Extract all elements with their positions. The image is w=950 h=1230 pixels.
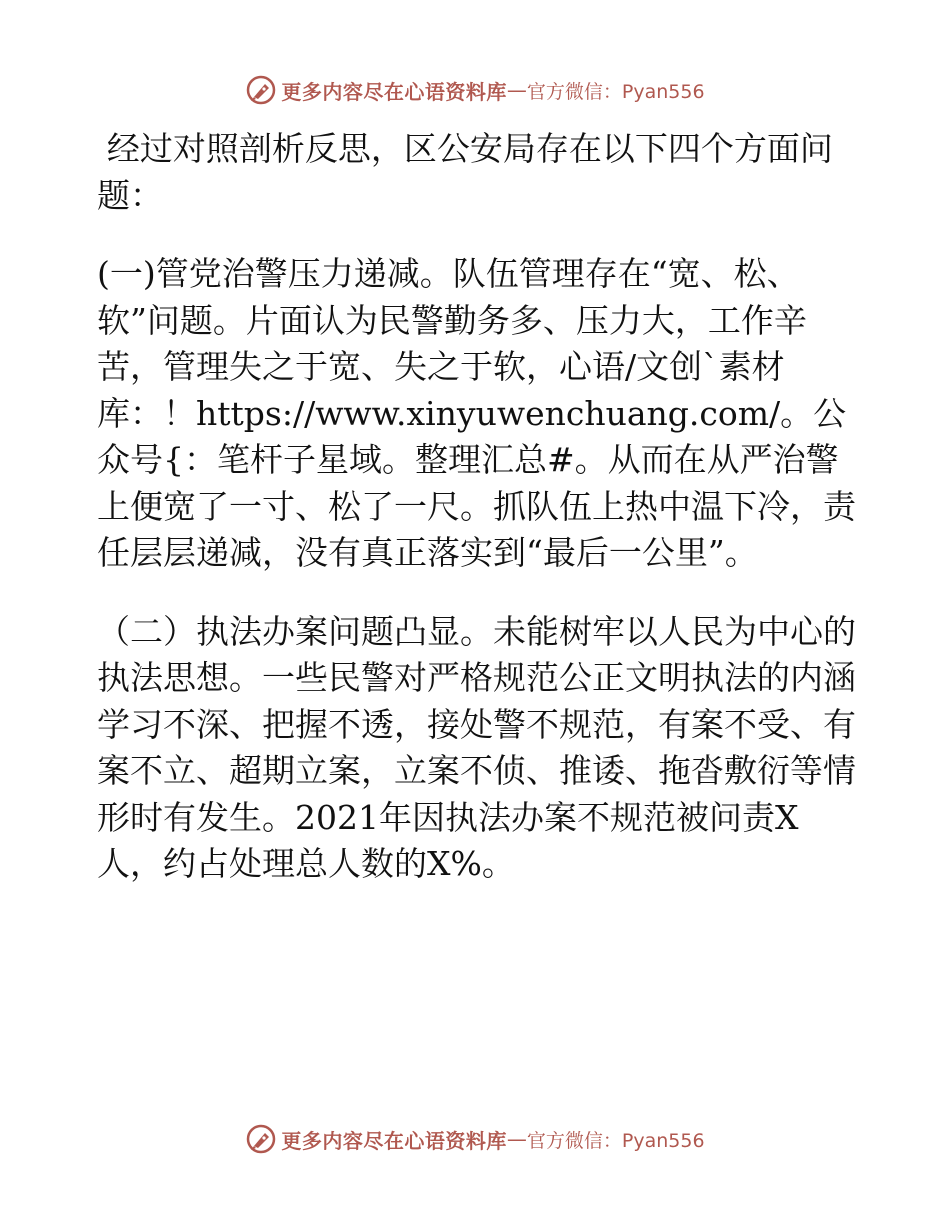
watermark-wechat: 官方微信：Pyan556 [526,1129,705,1152]
pen-nib-circle-icon [245,74,277,106]
pen-nib-circle-icon [245,1123,277,1155]
document-body [97,126,857,920]
watermark-separator: — [506,1127,527,1151]
paragraph-section-2: （二）执法办案问题凸显。未能树牢以人民为中心的执法思想。一些民警对严格规范公正文明执法的内涵学习不深、把握不透，接处警不规范，有案不受、有案不立、超期立案，立案不侦、推诿、拖沓敷衍等情形时有发生。2021年因执法办案不规范被问责X人，约占处理总人数的X%。 [97,611,856,883]
watermark-wechat: 官方微信：Pyan556 [526,80,705,103]
watermark-text: 更多内容尽在心语资料库 [281,1128,507,1153]
footer-watermark-banner [0,1122,950,1156]
paragraph-section-1: (一)管党治警压力递减。队伍管理存在“宽、松、软”问题。片面认为民警勤务多、压力大，工作辛苦，管理失之于宽、失之于软，心语/文创`素材库：！https://www.xinyuwenchuang.com/。公众号{：笔杆子星域。整理汇总#。从而在从严治警上便宽了一寸、松了一尺。抓队伍上热中温下冷，责任层层递减，没有真正落实到“最后一公里”。 [97,254,856,572]
paragraph-intro: 经过对照剖析反思，区公安局存在以下四个方面问题： [97,129,833,215]
watermark-separator: — [506,78,527,102]
watermark-text: 更多内容尽在心语资料库 [281,79,507,104]
header-watermark-banner [0,73,950,107]
